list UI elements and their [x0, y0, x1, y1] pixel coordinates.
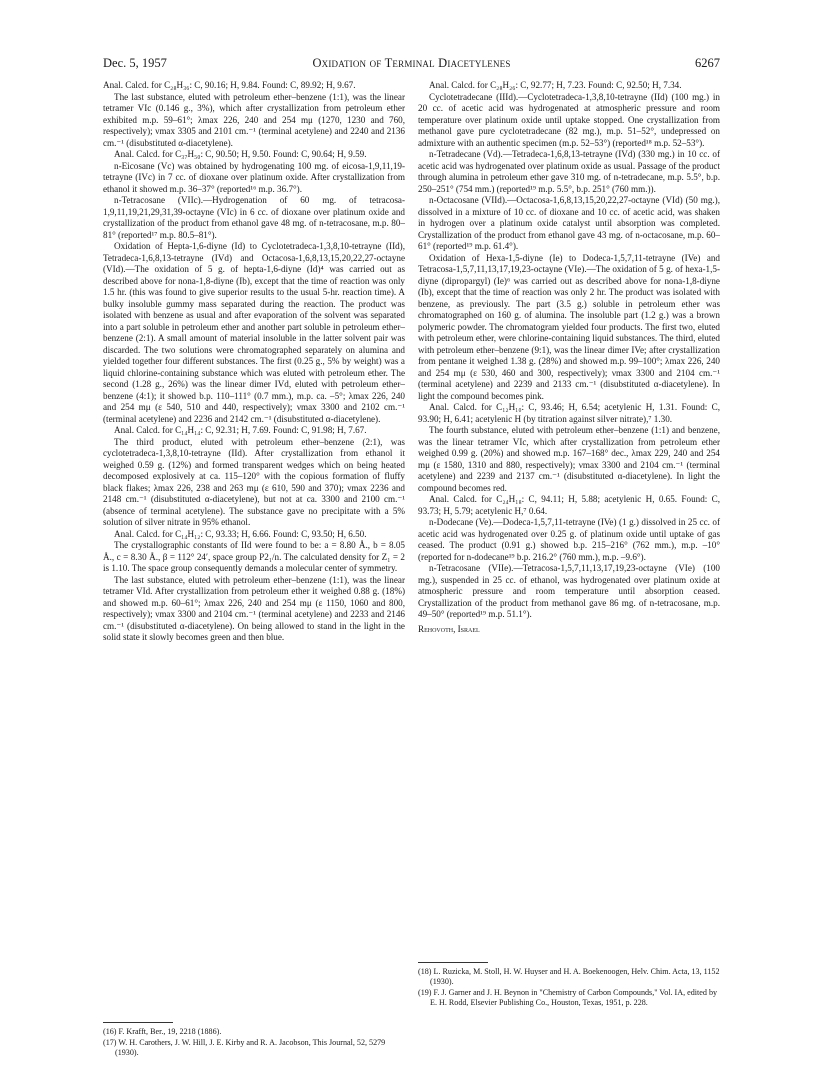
left-column — [103, 80, 405, 644]
section-paragraph: Oxidation of Hexa-1,5-diyne (Ie) to Dodeca-1,5,7,11-tetrayne (IVe) and Tetracosa-1,5,7,11,13,17,19,23-octayne (VIe).—The oxidation of 5 g. of hexa-1,5-diyne (dipropargyl) (Ie)⁶ was carried out as described above for nona-1,8-diyne (Ib), except that the time of reaction was only 2 hr. The product was isolated with benzene, as previously. The part (3.5 g.) soluble in petroleum ether was chromatographed on 160 g. of alumina. The insoluble part (1.2 g.) was a brown polymeric powder. The chromatogram yielded four products. The first two, eluted with petroleum ether, were chlorine-containing liquid substances. The third, eluted with petroleum ether–benzene (9:1), was the linear dimer IVe; after crystallization from pentane it weighed 1.38 g. (28%) and showed m.p. 99–100°; λmax 226, 240 and 254 mμ (ε 530, 460 and 300, respectively); νmax 3300 and 2104 cm.⁻¹ (terminal acetylene) and 2239 and 2133 cm.⁻¹ (disubstituted α-diacetylene). In light the compound becomes pink. — [418, 252, 720, 401]
footnote: (18) L. Ruzicka, M. Stoll, H. W. Huyser and H. A. Boekenoogen, Helv. Chim. Acta, 13, 1152 (1930). — [418, 967, 720, 986]
section-paragraph: n-Octacosane (VIId).—Octacosa-1,6,8,13,15,20,22,27-octayne (VId) (50 mg.), dissolved in a mixture of 10 cc. of dioxane and 10 cc. of acetic acid, was shaken in hydrogen over a platinum oxide catalyst until absorption was completed. Crystallization of the product from ethanol gave 43 mg. of n-octacosane, m.p. 60–61° (reported¹⁹ m.p. 61.4°). — [418, 195, 720, 251]
body-paragraph: The last substance, eluted with petroleum ether–benzene (1:1), was the linear tetramer VIc (0.146 g., 3%), which after crystallization from petroleum ether exhibited m.p. 59–61°; λmax 226, 240 and 254 mμ (1270, 1230 and 760, respectively); νmax 3305 and 2101 cm.⁻¹ (terminal acetylene) and 2240 and 2136 cm.⁻¹ (disubstituted α-diacetylene). — [103, 91, 405, 148]
section-paragraph: Oxidation of Hepta-1,6-diyne (Id) to Cyclotetradeca-1,3,8,10-tetrayne (IId), Tetradeca-1,6,8,13-tetrayne (IVd) and Octacosa-1,6,8,13,15,20,22,27-octayne (VId).—The oxidation of 5 g. of hepta-1,6-diyne (Id)⁴ was carried out as described above for nona-1,8-diyne (Ib), except that the time of reaction was only 1.5 hr. (this was found to give superior results to the usual 5-hr. reaction time). A bulky insoluble gummy mass separated during the reaction. The product was isolated with benzene as usual and after evaporation of the solvent was separated into a part soluble in petroleum ether and another part soluble in petroleum ether–benzene (2:1). A small amount of material insoluble in the latter solvent pair was discarded. The two solutions were chromatographed separately on alumina and yielded together four different substances. The first (0.25 g., 5% by weight) was a liquid chlorine-containing substance which was eluted with petroleum ether. The second (1.28 g., 26%) was the linear dimer IVd, eluted with petroleum ether–benzene (4:1); it showed b.p. 110–111° (0.7 mm.), m.p. ca. –5°; λmax 226, 240 and 254 mμ (ε 540, 510 and 440, respectively); νmax 3300 and 2102 cm.⁻¹ (terminal acetylene) and 2236 and 2142 cm.⁻¹ (disubstituted α-diacetylene). — [103, 241, 405, 424]
section-paragraph: n-Tetradecane (Vd).—Tetradeca-1,6,8,13-tetrayne (IVd) (330 mg.) in 10 cc. of acetic acid was hydrogenated over platinum oxide as usual. Passage of the product through alumina in petroleum ether gave 310 mg. of n-tetradecane, m.p. 5.5°, b.p. 250–251° (754 mm.) (reported¹⁹ m.p. 5.5°, b.p. 251° (760 mm.)). — [418, 149, 720, 194]
footnote: (16) F. Krafft, Ber., 19, 2218 (1886). — [103, 1027, 222, 1036]
body-paragraph: The crystallographic constants of IId were found to be: a = 8.80 Å., b = 8.05 Å., c = 8.30 Å., β = 112° 24′, space group P2₁/n. The calculated density for Z₁ = 2 is 1.10. The space group consequently demands a molecular center of symmetry. — [103, 540, 405, 573]
body-paragraph: The third product, eluted with petroleum ether–benzene (2:1), was cyclotetradeca-1,3,8,10-tetrayne (IId). After crystallization from ethanol it weighed 0.59 g. (12%) and formed transparent wedges which on being heated decomposed explosively at ca. 115–120° with the copious formation of fluffy black flakes; λmax 226, 238 and 263 mμ (ε 610, 590 and 370); νmax 2236 and 2148 cm.⁻¹ (disubstituted α-diacetylene), but not at ca. 3300 and 2100 cm.⁻¹ (absence of terminal acetylene). The substance gave no precipitate with a 5% solution of silver nitrate in 95% ethanol. — [103, 436, 405, 527]
analysis-paragraph: Anal. Calcd. for C₂₈H₂₆: C, 92.77; H, 7.23. Found: C, 92.50; H, 7.34. — [429, 80, 682, 90]
affiliation: Rehovoth, Israel — [418, 623, 480, 634]
section-paragraph: Cyclotetradecane (IIId).—Cyclotetradeca-1,3,8,10-tetrayne (IId) (100 mg.) in 20 cc. of acetic acid was hydrogenated at atmospheric pressure and room temperature over platinum oxide until uptake stopped. One crystallization from methanol gave pure cyclotetradecane (82 mg.), m.p. 51–52°, undepressed on admixture with an authentic specimen (m.p. 52–53°) (reported¹⁸ m.p. 52–53°). — [418, 91, 720, 148]
right-column — [418, 80, 720, 635]
running-header — [103, 56, 720, 72]
issue-date: Dec. 5, 1957 — [103, 56, 167, 70]
footnote: (19) F. J. Garner and J. H. Beynon in "Chemistry of Carbon Compounds," Vol. IA, edited by E. H. Rodd, Elsevier Publishing Co., Houston, Texas, 1951, p. 228. — [418, 988, 718, 1007]
analysis-paragraph: Anal. Calcd. for C₁₂H₁₀: C, 93.46; H, 6.54; acetylenic H, 1.31. Found: C, 93.90; H, 6.41; acetylenic H (by titration against silver nitrate),⁷ 1.30. — [418, 402, 720, 424]
body-paragraph: The fourth substance, eluted with petroleum ether–benzene (1:1) and benzene, was the linear tetramer VIc, which after crystallization from petroleum ether weighed 0.99 g. (20%) and showed m.p. 167–168° dec., λmax 229, 240 and 254 mμ (ε 1580, 1310 and 880, respectively); νmax 3300 and 2104 cm.⁻¹ (terminal acetylene) and 2239 and 2137 cm.⁻¹ (disubstituted α-diacetylene). In light the compound becomes red. — [418, 425, 720, 493]
analysis-paragraph: Anal. Calcd. for C₁₄H₁₂: C, 93.33; H, 6.66. Found: C, 93.50; H, 6.50. — [114, 528, 367, 539]
page-number: 6267 — [695, 56, 720, 70]
analysis-paragraph: Anal. Calcd. for C₂₈H₃₆: C, 90.16; H, 9.84. Found: C, 89.92; H, 9.67. — [103, 80, 356, 90]
section-paragraph: n-Tetracosane (VIIe).—Tetracosa-1,5,7,11,13,17,19,23-octayne (VIe) (100 mg.), suspended in 25 cc. of ethanol, was hydrogenated over platinum oxide at atmospheric pressure and room temperature until absorption ceased. Crystallization of the product from methanol gave 86 mg. of n-tetracosane, m.p. 49–50° (reported¹⁹ m.p. 51.1°). — [418, 563, 720, 619]
analysis-paragraph: Anal. Calcd. for C₁₄H₁₄: C, 92.31; H, 7.69. Found: C, 91.98; H, 7.67. — [114, 425, 367, 435]
body-paragraph: The last substance, eluted with petroleum ether–benzene (1:1), was the linear tetramer VId. After crystallization from petroleum ether it weighed 0.88 g. (18%) and showed m.p. 60–61°; λmax 226, 240 and 254 mμ (ε 1150, 1060 and 800, respectively); νmax 3300 and 2104 cm.⁻¹ (terminal acetylene) and 2233 and 2146 cm.⁻¹ (disubstituted α-diacetylene). On being allowed to stand in the light in the solid state it slowly becomes green and then blue. — [103, 574, 405, 642]
right-footnotes — [418, 967, 720, 1009]
footnote: (17) W. H. Carothers, J. W. Hill, J. E. Kirby and R. A. Jacobson, This Journal, 52, 5279 (1930). — [103, 1038, 386, 1057]
section-paragraph: n-Dodecane (Ve).—Dodeca-1,5,7,11-tetrayne (IVe) (1 g.) dissolved in 25 cc. of acetic acid was hydrogenated over 0.25 g. of platinum oxide until uptake of gas ceased. The product (0.91 g.) showed b.p. 215–216° (762 mm.), m.p. –10° (reported for n-dodecane¹⁹ b.p. 216.2° (760 mm.), m.p. –9.6°). — [418, 517, 720, 562]
body-paragraph: n-Tetracosane (VIIc).—Hydrogenation of 60 mg. of tetracosa-1,9,11,19,21,29,31,39-octayne (VIc) in 6 cc. of dioxane over platinum oxide and crystallization of the product from ethanol gave 48 mg. of n-tetracosane, m.p. 80–81° (reported¹⁷ m.p. 80.5–81°). — [103, 195, 405, 240]
footnote-rule — [103, 1022, 173, 1023]
analysis-paragraph: Anal. Calcd. for C₃₇H₅₀: C, 90.50; H, 9.50. Found: C, 90.64; H, 9.59. — [114, 149, 367, 159]
analysis-paragraph: Anal. Calcd. for C₂₄H₁₈: C, 94.11; H, 5.88; acetylenic H, 0.65. Found: C, 93.73; H, 5.79; acetylenic H,⁷ 0.64. — [418, 494, 720, 516]
left-footnotes — [103, 1027, 405, 1059]
running-title: Oxidation of Terminal Diacetylenes — [312, 56, 511, 70]
body-paragraph: n-Eicosane (Vc) was obtained by hydrogenating 100 mg. of eicosa-1,9,11,19-tetrayne (IVc) in 7 cc. of dioxane over platinum oxide. After crystallization from ethanol it showed m.p. 36–37° (reported¹⁶ m.p. 36.7°). — [103, 160, 405, 194]
footnote-rule — [418, 962, 488, 963]
